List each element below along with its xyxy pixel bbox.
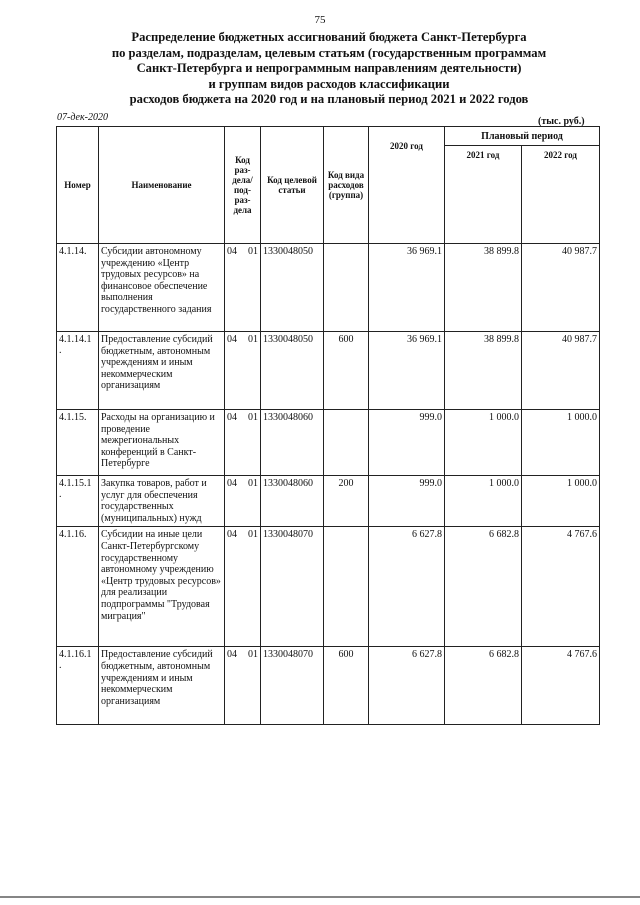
row-section: 04 01 xyxy=(225,332,261,410)
row-2022: 4 767.6 xyxy=(522,527,600,647)
row-2020: 36 969.1 xyxy=(369,244,445,332)
row-section: 04 01 xyxy=(225,647,261,725)
row-2021: 6 682.8 xyxy=(445,647,522,725)
row-2020: 6 627.8 xyxy=(369,647,445,725)
row-name: Субсидии на иные цели Санкт-Петербургскому государственному автономному учреждению «Центр трудовых ресурсов» для реализации подпрограммы "Трудовая миграция" xyxy=(99,527,225,647)
table-row xyxy=(57,647,600,725)
row-number: 4.1.16.1 . xyxy=(57,647,99,725)
row-2022: 1 000.0 xyxy=(522,476,600,527)
document-title xyxy=(40,30,618,108)
units-label: (тыс. руб.) xyxy=(538,116,585,127)
title-line: и группам видов расходов классификации xyxy=(208,76,450,91)
row-section: 04 01 xyxy=(225,244,261,332)
row-target: 1330048070 xyxy=(261,527,324,647)
header-name: Наименование xyxy=(99,127,225,244)
row-target: 1330048060 xyxy=(261,410,324,476)
row-2022: 40 987.7 xyxy=(522,332,600,410)
document-date: 07-дек-2020 xyxy=(57,112,108,123)
row-expense-type: 600 xyxy=(324,647,369,725)
row-number: 4.1.15.1 . xyxy=(57,476,99,527)
title-line: Распределение бюджетных ассигнований бюджета Санкт-Петербурга xyxy=(131,30,527,44)
row-name: Предоставление субсидий бюджетным, автономным учреждениям и иным некоммерческим организациям xyxy=(99,332,225,410)
row-2022: 40 987.7 xyxy=(522,244,600,332)
row-2020: 36 969.1 xyxy=(369,332,445,410)
row-expense-type xyxy=(324,244,369,332)
row-2020: 999.0 xyxy=(369,410,445,476)
row-2020: 6 627.8 xyxy=(369,527,445,647)
header-section: Код раз- дела/ под- раз- дела xyxy=(225,127,261,244)
header-planned-period: Плановый период xyxy=(445,127,600,146)
row-name: Закупка товаров, работ и услуг для обеспечения государственных (муниципальных) нужд xyxy=(99,476,225,527)
row-expense-type xyxy=(324,527,369,647)
row-2021: 6 682.8 xyxy=(445,527,522,647)
header-expense-type: Код вида расходов (группа) xyxy=(324,127,369,244)
title-line: расходов бюджета на 2020 год и на плановый период 2021 и 2022 годов xyxy=(129,92,529,107)
header-2022: 2022 год xyxy=(522,146,600,244)
row-section: 04 01 xyxy=(225,527,261,647)
page-number: 75 xyxy=(314,14,326,26)
row-name: Расходы на организацию и проведение межрегиональных конференций в Санкт-Петербурге xyxy=(99,410,225,476)
row-2021: 1 000.0 xyxy=(445,410,522,476)
row-name: Субсидии автономному учреждению «Центр трудовых ресурсов» на финансовое обеспечение выполнения государственного задания xyxy=(99,244,225,332)
row-2021: 38 899.8 xyxy=(445,332,522,410)
row-name: Предоставление субсидий бюджетным, автономным учреждениям и иным некоммерческим организациям xyxy=(99,647,225,725)
row-target: 1330048070 xyxy=(261,647,324,725)
title-line: Санкт-Петербурга и непрограммным направлениям деятельности) xyxy=(136,61,522,76)
table-row xyxy=(57,527,600,647)
row-number: 4.1.16. xyxy=(57,527,99,647)
row-number: 4.1.15. xyxy=(57,410,99,476)
row-2021: 38 899.8 xyxy=(445,244,522,332)
header-2021: 2021 год xyxy=(445,146,522,244)
table-row xyxy=(57,332,600,410)
table-row xyxy=(57,244,600,332)
scan-edge-line xyxy=(0,896,640,898)
row-expense-type xyxy=(324,410,369,476)
row-section: 04 01 xyxy=(225,476,261,527)
table-row xyxy=(57,476,600,527)
row-number: 4.1.14. xyxy=(57,244,99,332)
header-number: Номер xyxy=(57,127,99,244)
header-2020: 2020 год xyxy=(369,127,445,244)
header-target: Код целевой статьи xyxy=(261,127,324,244)
row-2022: 4 767.6 xyxy=(522,647,600,725)
row-target: 1330048050 xyxy=(261,332,324,410)
row-target: 1330048060 xyxy=(261,476,324,527)
row-2020: 999.0 xyxy=(369,476,445,527)
row-2022: 1 000.0 xyxy=(522,410,600,476)
row-expense-type: 600 xyxy=(324,332,369,410)
row-target: 1330048050 xyxy=(261,244,324,332)
row-2021: 1 000.0 xyxy=(445,476,522,527)
budget-table xyxy=(56,126,600,725)
row-number: 4.1.14.1 . xyxy=(57,332,99,410)
table-row xyxy=(57,410,600,476)
row-expense-type: 200 xyxy=(324,476,369,527)
title-line: по разделам, подразделам, целевым статьям (государственным программам xyxy=(111,45,547,60)
row-section: 04 01 xyxy=(225,410,261,476)
